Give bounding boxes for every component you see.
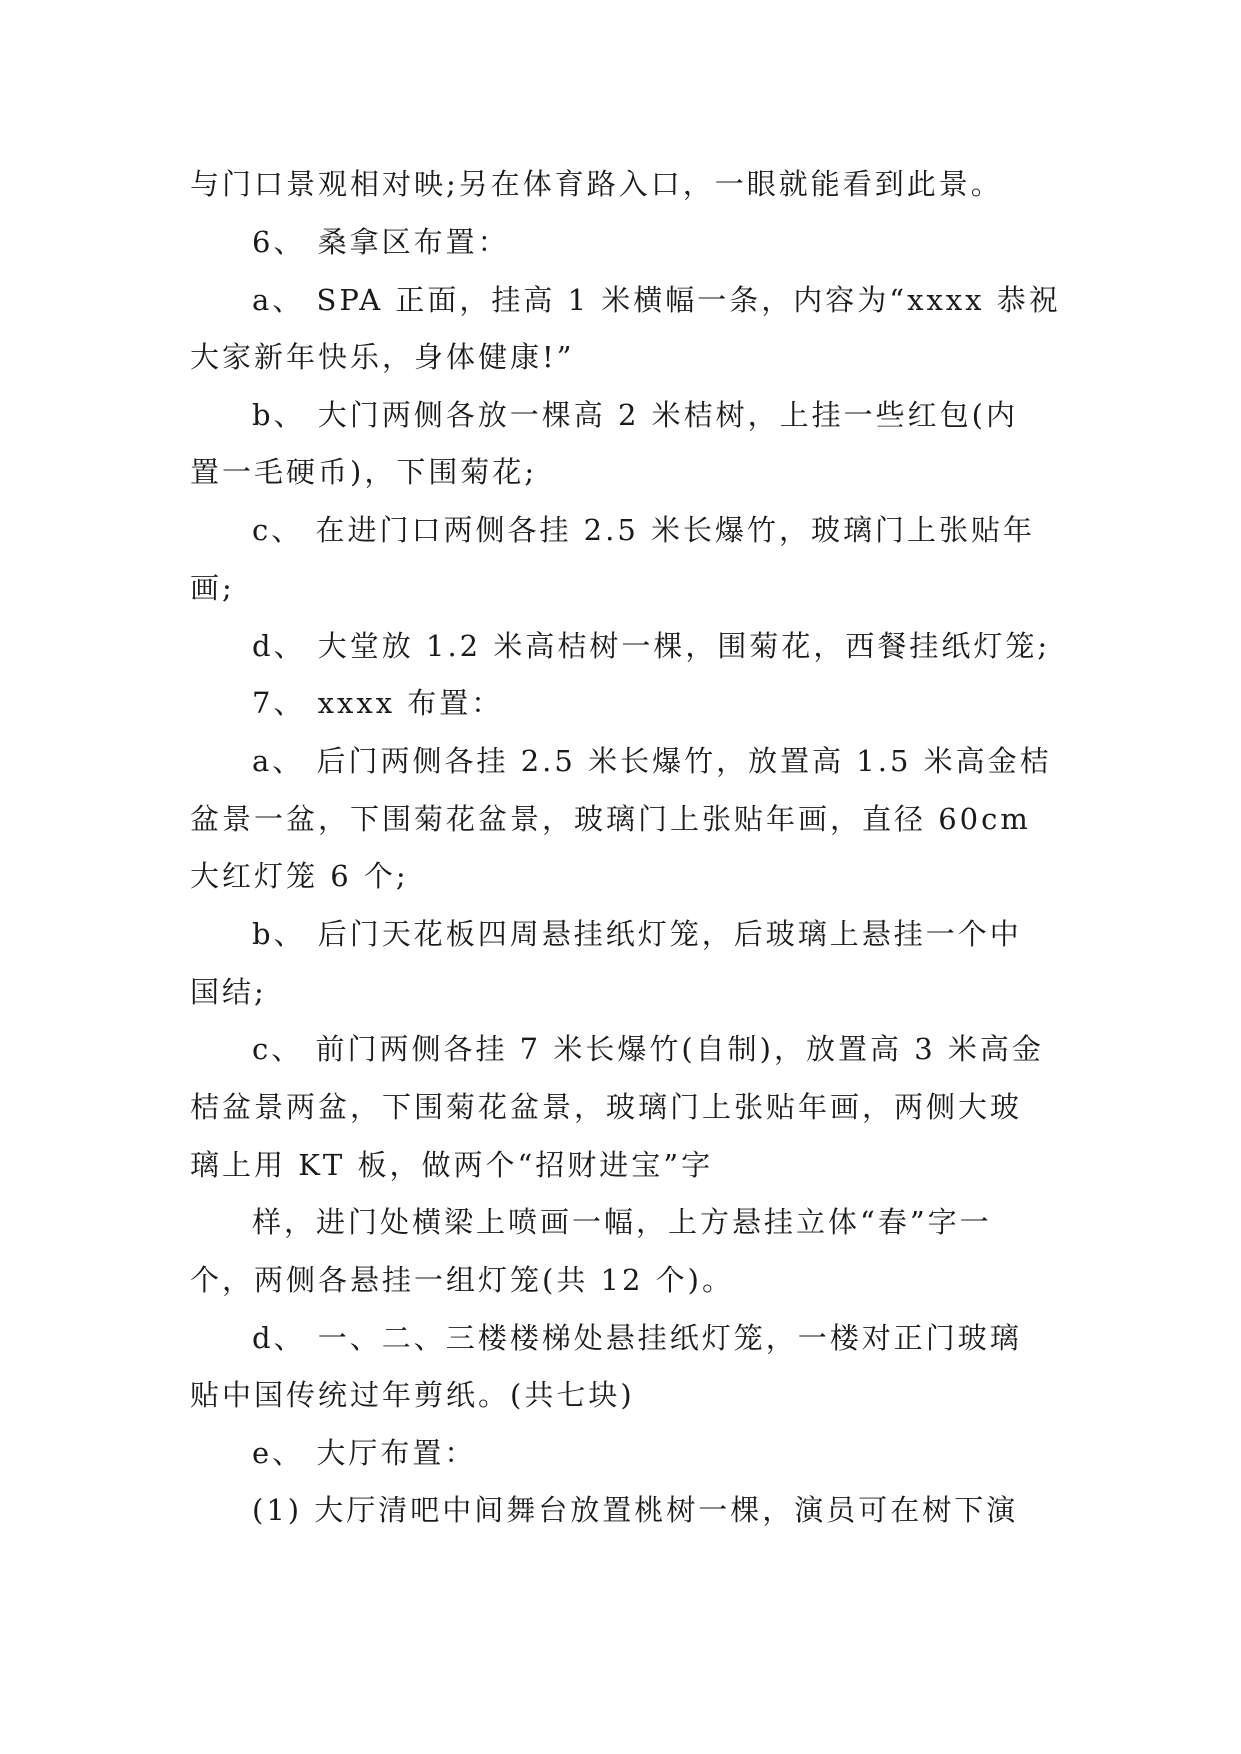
text-line: 大家新年快乐，身体健康!” [190, 340, 575, 374]
text-line: 璃上用 KT 板，做两个“招财进宝”字 [190, 1148, 714, 1182]
list-item: b、 大门两侧各放一棵高 2 米桔树，上挂一些红包(内 [252, 398, 1018, 432]
text-line: 个，两侧各悬挂一组灯笼(共 12 个)。 [190, 1263, 734, 1297]
list-item: b、 后门天花板四周悬挂纸灯笼，后玻璃上悬挂一个中 [252, 917, 1022, 951]
text-line: 贴中国传统过年剪纸。(共七块) [190, 1378, 635, 1412]
list-item: c、 在进门口两侧各挂 2.5 米长爆竹，玻璃门上张贴年 [252, 513, 1036, 547]
text-line: 样，进门处横梁上喷画一幅，上方悬挂立体“春”字一 [252, 1205, 992, 1239]
text-line: 桔盆景两盆，下围菊花盆景，玻璃门上张贴年画，两侧大玻 [190, 1090, 1023, 1124]
list-item: (1) 大厅清吧中间舞台放置桃树一棵，演员可在树下演 [252, 1493, 1019, 1527]
list-item: d、 一、二、三楼楼梯处悬挂纸灯笼，一楼对正门玻璃 [252, 1321, 1022, 1355]
list-item: a、 SPA 正面，挂高 1 米横幅一条，内容为“xxxx 恭祝 [252, 283, 1061, 317]
text-line: 与门口景观相对映;另在体育路入口，一眼就能看到此景。 [190, 167, 1003, 201]
section-heading: 6、 桑拿区布置： [252, 225, 510, 259]
list-item: d、 大堂放 1.2 米高桔树一棵，围菊花，西餐挂纸灯笼; [252, 629, 1051, 663]
text-line: 大红灯笼 6 个; [190, 859, 409, 893]
text-line: 置一毛硬币)，下围菊花; [190, 455, 538, 489]
section-heading: 7、 xxxx 布置： [252, 686, 504, 720]
list-item: a、 后门两侧各挂 2.5 米长爆竹，放置高 1.5 米高金桔 [252, 744, 1052, 778]
list-item: e、 大厅布置： [252, 1436, 477, 1470]
list-item: c、 前门两侧各挂 7 米长爆竹(自制)，放置高 3 米高金 [252, 1032, 1044, 1066]
text-line: 盆景一盆，下围菊花盆景，玻璃门上张贴年画，直径 60cm [190, 802, 1031, 836]
text-line: 画; [190, 571, 235, 605]
text-line: 国结; [190, 975, 267, 1009]
